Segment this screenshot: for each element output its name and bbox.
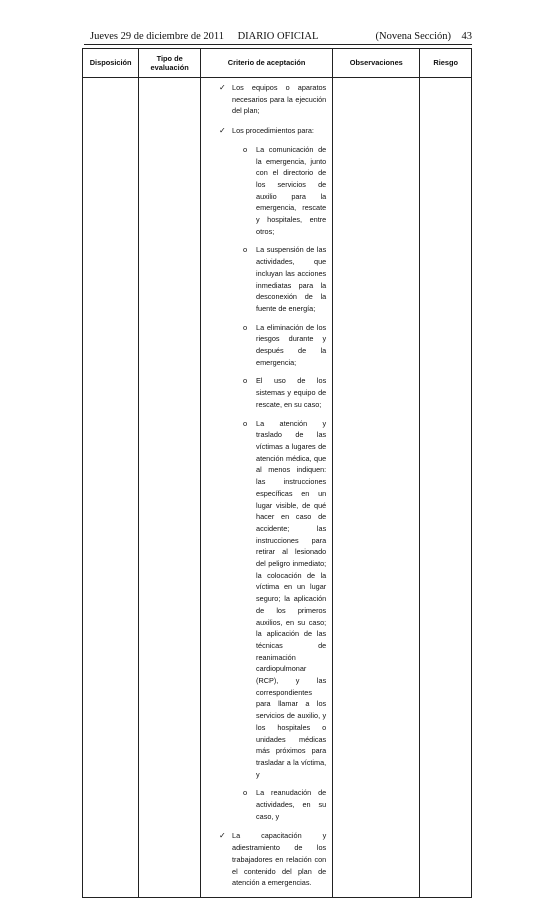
header-section-page <box>375 31 472 42</box>
sub-list-item <box>243 375 326 410</box>
sub-list-item <box>243 418 326 781</box>
cell-observaciones <box>333 78 420 898</box>
circle-bullet-icon: o <box>243 376 248 386</box>
table-row <box>83 78 472 898</box>
sub-list-item <box>243 144 326 238</box>
column-header-observaciones: Observaciones <box>333 49 420 78</box>
cell-disposicion <box>83 78 139 898</box>
list-item-text: La capacitación y adiestramiento de los trabajadores en relación con el contenido del plan de atención a emergencias. <box>232 831 327 888</box>
list-item <box>219 125 326 822</box>
circle-bullet-icon: o <box>243 418 248 428</box>
header-page-number: 43 <box>461 31 472 42</box>
header-date: Jueves 29 de diciembre de 2011 <box>90 31 225 42</box>
sub-list-item <box>243 322 326 369</box>
cell-criterio <box>201 78 333 898</box>
circle-bullet-icon: o <box>243 144 248 154</box>
criteria-list <box>201 78 332 889</box>
sub-list-item-text: La comunicación de la emergencia, junto con el directorio de los servicios de auxilio para la emergencia, rescate y hospitales, entre otros; <box>256 144 327 236</box>
column-header-disposicion: Disposición <box>83 49 139 78</box>
header-rule <box>84 44 472 45</box>
list-item-text: Los procedimientos para: <box>232 126 314 136</box>
cell-riesgo <box>420 78 472 898</box>
header-section: (Novena Sección) <box>375 31 451 42</box>
sub-list <box>232 144 326 823</box>
checkmark-icon: ✓ <box>219 126 226 136</box>
sub-list-item <box>243 787 326 822</box>
page-header <box>84 31 472 45</box>
circle-bullet-icon: o <box>243 788 248 798</box>
cell-tipo-evaluacion <box>139 78 201 898</box>
circle-bullet-icon: o <box>243 322 248 332</box>
column-header-criterio: Criterio de aceptación <box>201 49 333 78</box>
acceptance-criteria-table <box>82 48 472 898</box>
list-item-text: Los equipos o aparatos necesarios para la ejecución del plan; <box>232 83 327 116</box>
sub-list-item-text: La suspensión de las actividades, que incluyan las acciones inmediatas para la desconexión de la fuente de energía; <box>256 245 327 313</box>
table-header-row <box>83 49 472 78</box>
header-publication: DIARIO OFICIAL <box>237 31 319 42</box>
list-item <box>219 830 326 889</box>
sub-list-item-text: La eliminación de los riesgos durante y después de la emergencia; <box>256 322 327 367</box>
column-header-tipo-evaluacion: Tipo de evaluación <box>139 49 201 78</box>
sub-list-item-text: La reanudación de actividades, en su caso, y <box>256 788 327 821</box>
checkmark-icon: ✓ <box>219 831 226 841</box>
column-header-riesgo: Riesgo <box>420 49 472 78</box>
sub-list-item-text: El uso de los sistemas y equipo de rescate, en su caso; <box>256 376 327 409</box>
circle-bullet-icon: o <box>243 245 248 255</box>
sub-list-item-text: La atención y traslado de las víctimas a lugares de atención médica, que al menos indiquen: las instrucciones específicas en un lugar visible, de qué hacer en caso de accidente; las instrucciones para retirar al lesionado del peligro inmediato; la colocación de la víctima en un lugar seguro; la aplicación de los primeros auxilios, en su caso; la aplicación de las técnicas de reanimación cardiopulmonar (RCP), y las correspondientes para llamar a los servicios de auxilio, y los hospitales o unidades médicas más próximos para trasladar a la víctima, y <box>256 418 327 779</box>
list-item <box>219 82 326 117</box>
sub-list-item <box>243 244 326 314</box>
checkmark-icon: ✓ <box>219 83 226 92</box>
